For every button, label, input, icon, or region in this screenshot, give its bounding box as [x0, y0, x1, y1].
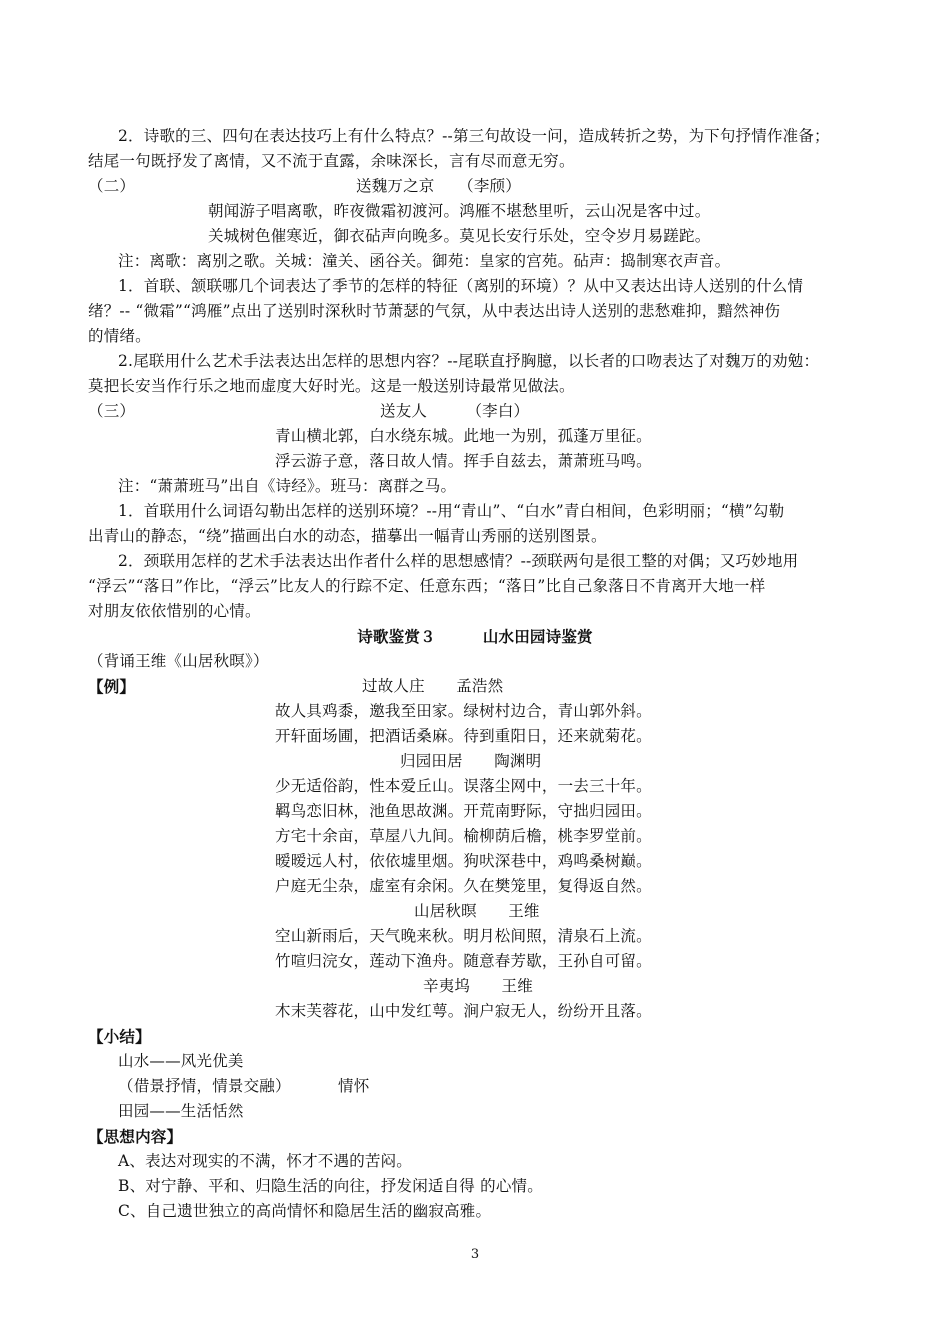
poem-line: 少无适俗韵，性本爱丘山。误落尘网中，一去三十年。 — [275, 777, 652, 795]
question-line: 的情绪。 — [88, 327, 151, 345]
question-line: 绪？-- “微霜”“鸿雁”点出了送别时深秋时节萧瑟的气氛，从中表达出诗人送别的悲愁难抑，黯然神伤 — [88, 302, 781, 320]
poem-title: 过故人庄 孟浩然 — [362, 677, 504, 695]
poem-line: 开轩面场圃，把酒话桑麻。待到重阳日，还来就菊花。 — [275, 727, 652, 745]
poem-line: 青山横北郭，白水绕东城。此地一为别，孤蓬万里征。 — [275, 427, 652, 445]
poem-line: 羁鸟恋旧林，池鱼思故渊。开荒南野际，守拙归园田。 — [275, 802, 652, 820]
question-line: 莫把长安当作行乐之地而虚度大好时光。这是一般送别诗最常见做法。 — [88, 377, 575, 395]
poem-line: 方宅十余亩，草屋八九间。榆柳荫后檐，桃李罗堂前。 — [275, 827, 652, 845]
poem-title: 辛夷坞 王维 — [423, 977, 533, 995]
question-line: 结尾一句既抒发了离情，又不流于直露，余味深长，言有尽而意无穷。 — [88, 152, 575, 170]
poem-line: 木末芙蓉花，山中发红萼。涧户寂无人，纷纷开且落。 — [275, 1002, 652, 1020]
idea-item: A、表达对现实的不满，怀才不遇的苦闷。 — [118, 1152, 412, 1170]
summary-line: 山水——风光优美 — [118, 1052, 244, 1070]
question-line: 对朋友依依惜别的心情。 — [88, 602, 261, 620]
idea-item: B、对宁静、平和、归隐生活的向往，抒发闲适自得 的心情。 — [118, 1177, 543, 1195]
idea-item: C、自己遗世独立的高尚情怀和隐居生活的幽寂高雅。 — [118, 1202, 492, 1220]
poem-line: 浮云游子意，落日故人情。挥手自兹去，萧萧班马鸣。 — [275, 452, 652, 470]
summary-line: 田园——生活恬然 — [118, 1102, 244, 1120]
section-number: （三） — [88, 402, 136, 420]
poem-title: 送友人 （李白） — [380, 402, 530, 420]
poem-line: 故人具鸡黍，邀我至田家。绿树村边合，青山郭外斜。 — [275, 702, 652, 720]
poem-line: 户庭无尘杂，虚室有余闲。久在樊笼里，复得返自然。 — [275, 877, 652, 895]
question-line: 出青山的静态，“绕”描画出白水的动态，描摹出一幅青山秀丽的送别图景。 — [88, 527, 607, 545]
poem-line: 关城树色催寒近，御衣砧声向晚多。莫见长安行乐处，空令岁月易蹉跎。 — [208, 227, 711, 245]
recite-note: （背诵王维《山居秋暝》） — [88, 652, 269, 670]
poem-line: 空山新雨后，天气晚来秋。明月松间照，清泉石上流。 — [275, 927, 652, 945]
question-line: 2.尾联用什么艺术手法表达出怎样的思想内容？--尾联直抒胸臆，以长者的口吻表达了对魏万的劝勉： — [118, 352, 820, 370]
poem-title: 送魏万之京 （李颀） — [356, 177, 521, 195]
note-line: 注：“萧萧班马”出自《诗经》。班马：离群之马。 — [118, 477, 457, 495]
poem-line: 暧暧远人村，依依墟里烟。狗吠深巷中，鸡鸣桑树巅。 — [275, 852, 652, 870]
question-line: 1．首联、颔联哪几个词表达了季节的怎样的特征（离别的环境）？从中又表达出诗人送别的什么情 — [118, 277, 804, 295]
question-line: 2．诗歌的三、四句在表达技巧上有什么特点？--第三句故设一问，造成转折之势，为下句抒情作准备； — [118, 127, 830, 145]
question-line: “浮云”“落日”作比，“浮云”比友人的行踪不定、任意东西；“落日”比自己象落日不肯离开大地一样 — [88, 577, 766, 595]
summary-line: （借景抒情，情景交融） — [118, 1077, 291, 1095]
poem-line: 朝闻游子唱离歌，昨夜微霜初渡河。鸿雁不堪愁里听，云山况是客中过。 — [208, 202, 711, 220]
question-line: 2．颈联用怎样的艺术手法表达出作者什么样的思想感情？--颈联两句是很工整的对偶；又巧妙地用 — [118, 552, 799, 570]
poem-line: 竹喧归浣女，莲动下渔舟。随意春芳歇，王孙自可留。 — [275, 952, 652, 970]
example-label: 【例】 — [88, 677, 136, 696]
section-heading: 诗歌鉴赏３ 山水田园诗鉴赏 — [357, 627, 593, 646]
page-number: 3 — [470, 1247, 480, 1262]
poem-title: 山居秋暝 王维 — [414, 902, 540, 920]
section-number: （二） — [88, 177, 136, 195]
summary-label: 【小结】 — [88, 1027, 151, 1046]
poem-title: 归园田居 陶渊明 — [400, 752, 542, 770]
summary-line: 情怀 — [338, 1077, 370, 1095]
note-line: 注：离歌：离别之歌。关城：潼关、函谷关。御苑：皇家的宫苑。砧声：捣制寒衣声音。 — [118, 252, 731, 270]
question-line: 1．首联用什么词语勾勒出怎样的送别环境？--用“青山”、“白水”青白相间，色彩明丽；“横”勾勒 — [118, 502, 785, 520]
ideas-label: 【思想内容】 — [88, 1127, 183, 1146]
